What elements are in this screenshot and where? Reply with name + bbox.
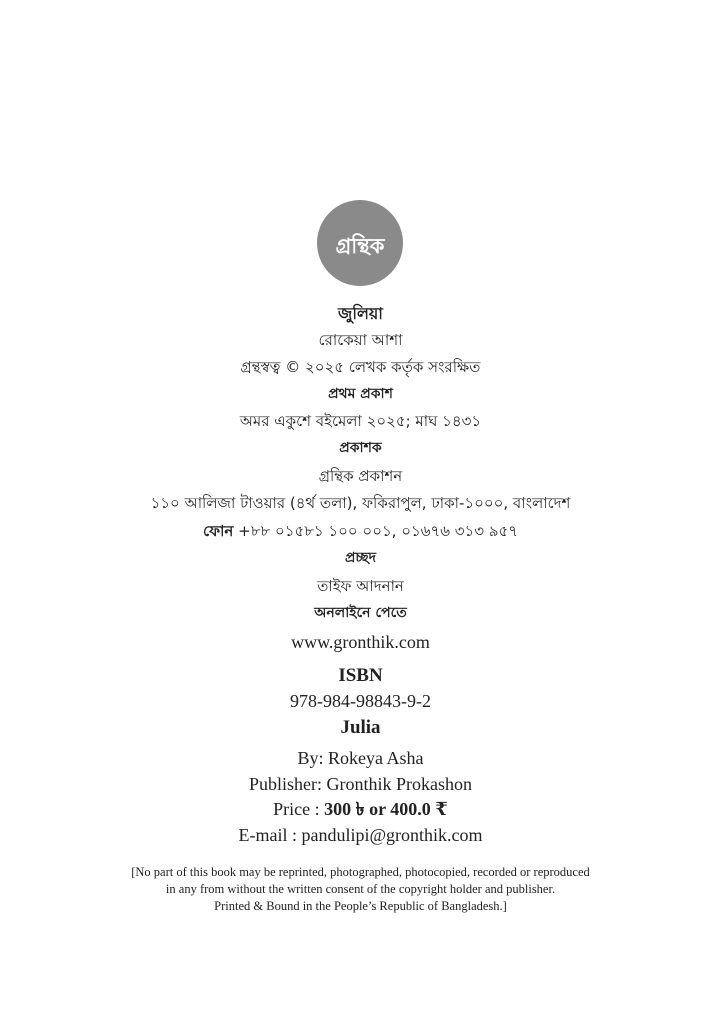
author-bn: রোকেয়া আশা	[318, 331, 403, 349]
logo-text: গ্রন্থিক	[335, 234, 385, 258]
book-title-bn: জুলিয়া	[338, 304, 383, 323]
notice-line-1: [No part of this book may be reprinted, photographed, photocopied, recorded or reproduced	[131, 865, 590, 879]
author-en: By: Rokeya Asha	[297, 748, 424, 768]
price-value: 300 ৳ or 400.0 ₹	[324, 799, 448, 819]
price-line	[0, 800, 721, 820]
online-heading: অনলাইনে পেতে	[314, 605, 407, 621]
publisher-phone	[0, 523, 721, 540]
publisher-heading: প্রকাশক	[339, 440, 382, 456]
cover-heading: প্রচ্ছদ	[344, 550, 377, 566]
isbn-heading: ISBN	[338, 665, 383, 686]
cover-designer: তাইফ আদনান	[317, 577, 404, 595]
isbn-value: 978-984-98843-9-2	[290, 691, 431, 711]
publisher-logo	[317, 200, 403, 286]
email-line: E-mail : pandulipi@gronthik.com	[238, 825, 483, 845]
copyright-bn: গ্রন্থস্বত্ব © ২০২৫ লেখক কর্তৃক সংরক্ষিত	[240, 358, 481, 376]
logo-emblem	[317, 200, 403, 286]
publisher-address: ১১০ আলিজা টাওয়ার (৪র্থ তলা), ফকিরাপুল, ঢাকা-১০০০, বাংলাদেশ	[150, 494, 571, 512]
phone-label: ফোন	[203, 522, 234, 540]
phone-value: +৮৮ ০১৫৮১ ১০০ ০০১, ০১৬৭৬ ৩১৩ ৯৫৭	[238, 522, 518, 540]
first-edition-value: অমর একুশে বইমেলা ২০২৫; মাঘ ১৪৩১	[239, 412, 482, 430]
publisher-value: গ্রন্থিক প্রকাশন	[318, 467, 403, 485]
notice-line-2: in any from without the written consent of the copyright holder and publisher.	[165, 882, 556, 896]
website-link[interactable]: www.gronthik.com	[291, 632, 430, 652]
price-label: Price :	[273, 799, 325, 819]
first-edition-heading: প্রথম প্রকাশ	[328, 386, 393, 402]
publisher-en: Publisher: Gronthik Prokashon	[249, 774, 472, 794]
notice-line-3: Printed & Bound in the People’s Republic of Bangladesh.]	[214, 899, 507, 913]
book-title-en: Julia	[340, 717, 381, 738]
